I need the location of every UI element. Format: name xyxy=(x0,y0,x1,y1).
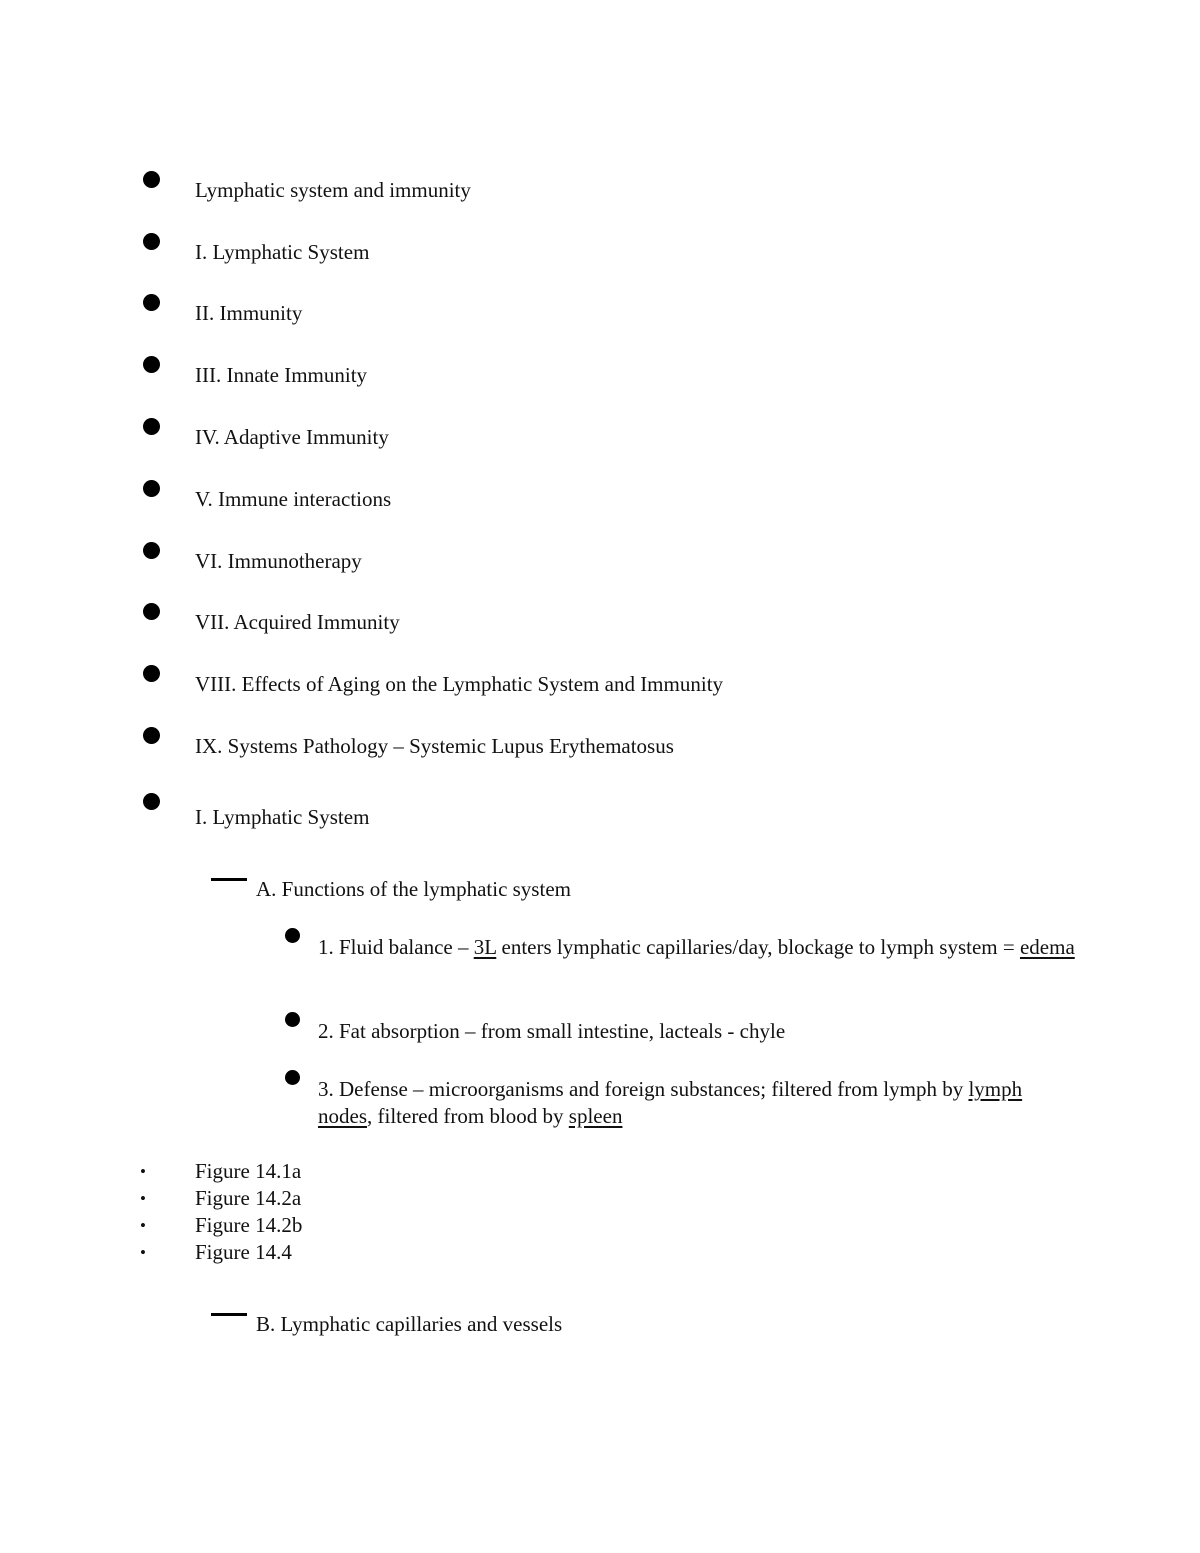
bullet-icon xyxy=(285,1012,300,1027)
bullet-icon xyxy=(143,542,160,559)
bullet-icon xyxy=(143,727,160,744)
underlined-term: lymph xyxy=(968,1077,1023,1101)
subsection-heading: A. Functions of the lymphatic system xyxy=(256,877,571,901)
underlined-term: edema xyxy=(1019,935,1075,959)
figure-ref: Figure 14.1a xyxy=(195,1159,302,1183)
outline-item: I. Lymphatic System xyxy=(195,240,370,264)
bullet-icon xyxy=(143,294,160,311)
small-bullet-icon: • xyxy=(140,1189,146,1208)
item-text: 3. Defense – microorganisms and foreign substances; filtered from lymph by xyxy=(318,1077,969,1101)
outline-item: VII. Acquired Immunity xyxy=(195,610,400,634)
item-text: enters lymphatic capillaries/day, blockage to lymph system = xyxy=(496,935,1020,959)
section-heading: I. Lymphatic System xyxy=(195,805,370,829)
small-bullet-icon: • xyxy=(140,1243,146,1262)
bullet-icon xyxy=(143,233,160,250)
bullet-icon xyxy=(285,928,300,943)
outline-item: III. Innate Immunity xyxy=(195,363,368,387)
figure-ref: Figure 14.2a xyxy=(195,1186,302,1210)
item-text: , filtered from blood by xyxy=(367,1104,569,1128)
small-bullet-icon: • xyxy=(140,1216,146,1235)
dash-icon xyxy=(211,878,247,881)
bullet-icon xyxy=(143,356,160,373)
outline-item: V. Immune interactions xyxy=(195,487,392,511)
dash-icon xyxy=(211,1313,247,1316)
bullet-icon xyxy=(143,603,160,620)
list-item xyxy=(318,934,1078,961)
outline-item: IV. Adaptive Immunity xyxy=(195,425,389,449)
bullet-icon xyxy=(143,793,160,810)
subsection-heading: B. Lymphatic capillaries and vessels xyxy=(256,1312,563,1336)
outline-item: II. Immunity xyxy=(195,301,303,325)
small-bullet-icon: • xyxy=(140,1162,146,1181)
figure-ref: Figure 14.2b xyxy=(195,1213,303,1237)
outline-item: IX. Systems Pathology – Systemic Lupus Erythematosus xyxy=(195,734,674,758)
underlined-term: nodes xyxy=(318,1104,367,1128)
bullet-icon xyxy=(143,418,160,435)
bullet-icon xyxy=(143,665,160,682)
underlined-term: 3L xyxy=(473,935,497,959)
bullet-icon xyxy=(285,1070,300,1085)
list-item: 2. Fat absorption – from small intestine, lacteals - chyle xyxy=(318,1019,786,1043)
outline-item: Lymphatic system and immunity xyxy=(195,178,471,202)
outline-item: VIII. Effects of Aging on the Lymphatic System and Immunity xyxy=(195,672,724,696)
bullet-icon xyxy=(143,480,160,497)
list-item xyxy=(318,1076,1078,1130)
outline-item: VI. Immunotherapy xyxy=(195,549,362,573)
item-text: 1. Fluid balance – xyxy=(318,935,474,959)
figure-ref: Figure 14.4 xyxy=(195,1240,292,1264)
underlined-term: spleen xyxy=(568,1104,623,1128)
bullet-icon xyxy=(143,171,160,188)
